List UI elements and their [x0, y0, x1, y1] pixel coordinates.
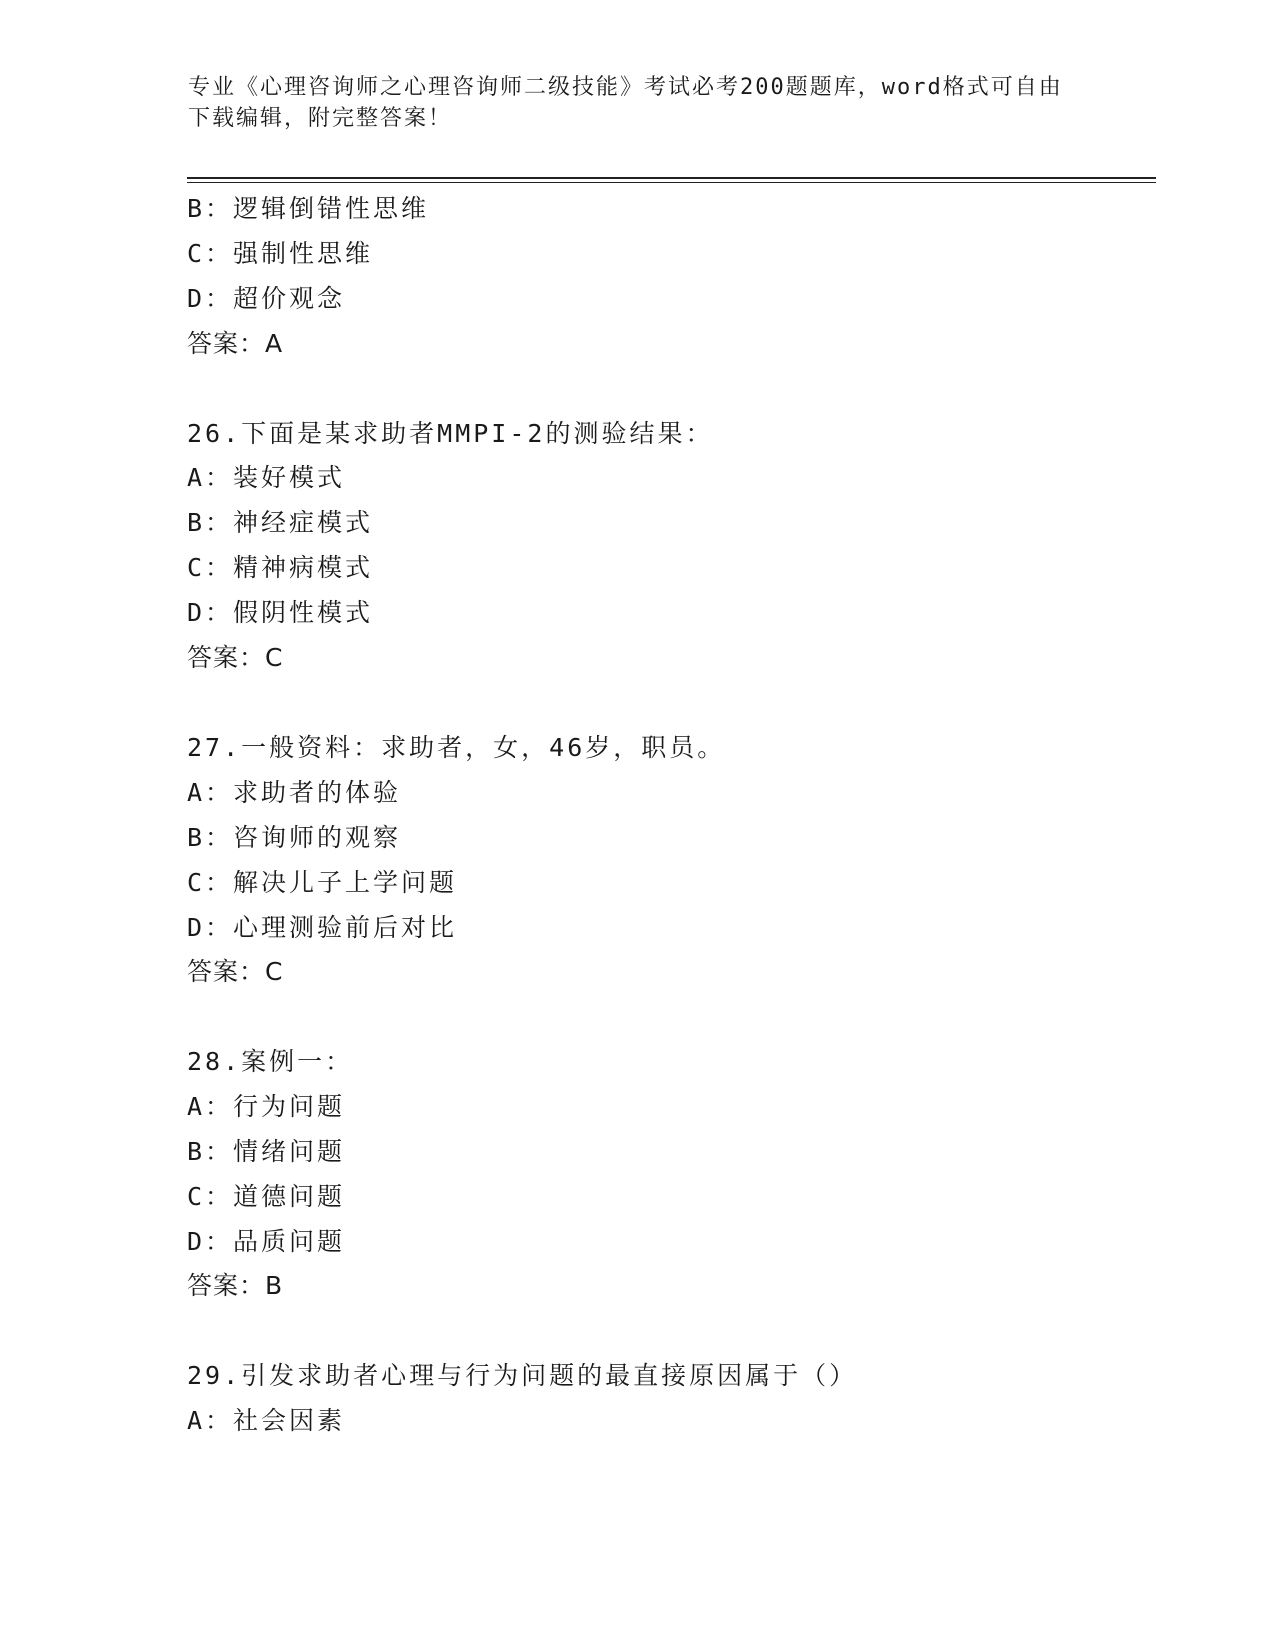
option-d: D：心理测验前后对比	[187, 913, 458, 942]
option-b: B：咨询师的观察	[187, 823, 402, 852]
answer-line: 答案：A	[187, 329, 284, 358]
question-27-stem: 27.一般资料：求助者，女，46岁，职员。	[187, 733, 726, 762]
option-b: B：逻辑倒错性思维	[187, 194, 430, 223]
option-c: C：强制性思维	[187, 239, 374, 268]
option-a: A：装好模式	[187, 463, 346, 492]
header-divider-thick	[187, 177, 1156, 179]
answer-line: 答案：B	[187, 1271, 284, 1300]
answer-line: 答案：C	[187, 643, 284, 672]
option-b: B：神经症模式	[187, 508, 374, 537]
header-divider-thin	[187, 182, 1156, 183]
question-29-stem: 29.引发求助者心理与行为问题的最直接原因属于（）	[187, 1361, 858, 1390]
option-a: A：行为问题	[187, 1092, 346, 1121]
option-a: A：社会因素	[187, 1406, 346, 1435]
option-c: C：解决儿子上学问题	[187, 868, 458, 897]
answer-line: 答案：C	[187, 957, 284, 986]
question-26-stem: 26.下面是某求助者MMPI-2的测验结果：	[187, 419, 714, 448]
option-c: C：精神病模式	[187, 553, 374, 582]
option-b: B：情绪问题	[187, 1137, 346, 1166]
option-a: A：求助者的体验	[187, 778, 402, 807]
question-28-stem: 28.案例一：	[187, 1047, 354, 1076]
option-d: D：超价观念	[187, 284, 346, 313]
option-d: D：品质问题	[187, 1227, 346, 1256]
document-header: 专业《心理咨询师之心理咨询师二级技能》考试必考200题题库，word格式可自由下载编辑，附完整答案！	[188, 75, 1063, 131]
option-c: C：道德问题	[187, 1182, 346, 1211]
option-d: D：假阴性模式	[187, 598, 374, 627]
